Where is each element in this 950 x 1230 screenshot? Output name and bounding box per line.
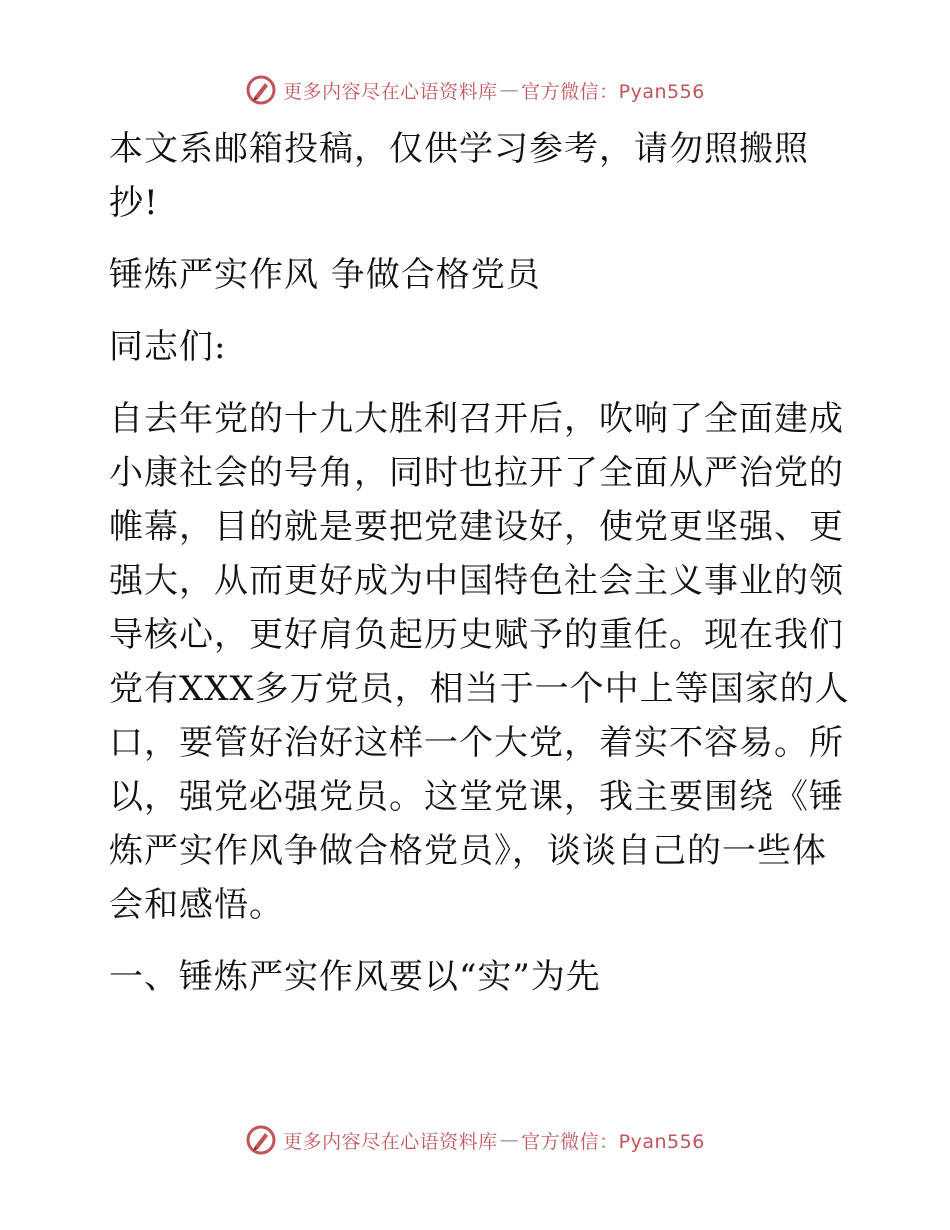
document-title: 锤炼严实作风 争做合格党员 [109,255,541,295]
header-watermark [0,70,950,110]
footer-watermark [0,1120,950,1160]
notice-paragraph: 本文系邮箱投稿，仅供学习参考，请勿照搬照抄! [109,129,809,223]
greeting: 同志们: [109,327,227,367]
pen-logo-icon [245,1124,277,1156]
watermark-wechat-text: 官方微信：Pyan556 [521,80,705,103]
watermark-wechat-text: 官方微信：Pyan556 [521,1130,705,1153]
body-paragraph: 自去年党的十九大胜利召开后，吹响了全面建成小康社会的号角，同时也拉开了全面从严治党的帷幕，目的就是要把党建设好，使党更坚强、更强大，从而更好成为中国特色社会主义事业的领导核心，更好肩负起历史赋予的重任。现在我们党有XXX多万党员，相当于一个中上等国家的人口，要管好治好这样一个大党，着实不容易。所以，强党必强党员。这堂党课，我主要围绕《锤炼严实作风争做合格党员》，谈谈自己的一些体会和感悟。 [109,399,850,925]
watermark-dash: — [499,79,520,101]
watermark-site-text: 更多内容尽在心语资料库 [283,1130,498,1153]
document-body [97,122,857,1004]
watermark-dash: — [499,1129,520,1151]
pen-logo-icon [245,74,277,106]
section-heading: 一、锤炼严实作风要以“实”为先 [109,957,601,997]
watermark-site-text: 更多内容尽在心语资料库 [283,80,498,103]
